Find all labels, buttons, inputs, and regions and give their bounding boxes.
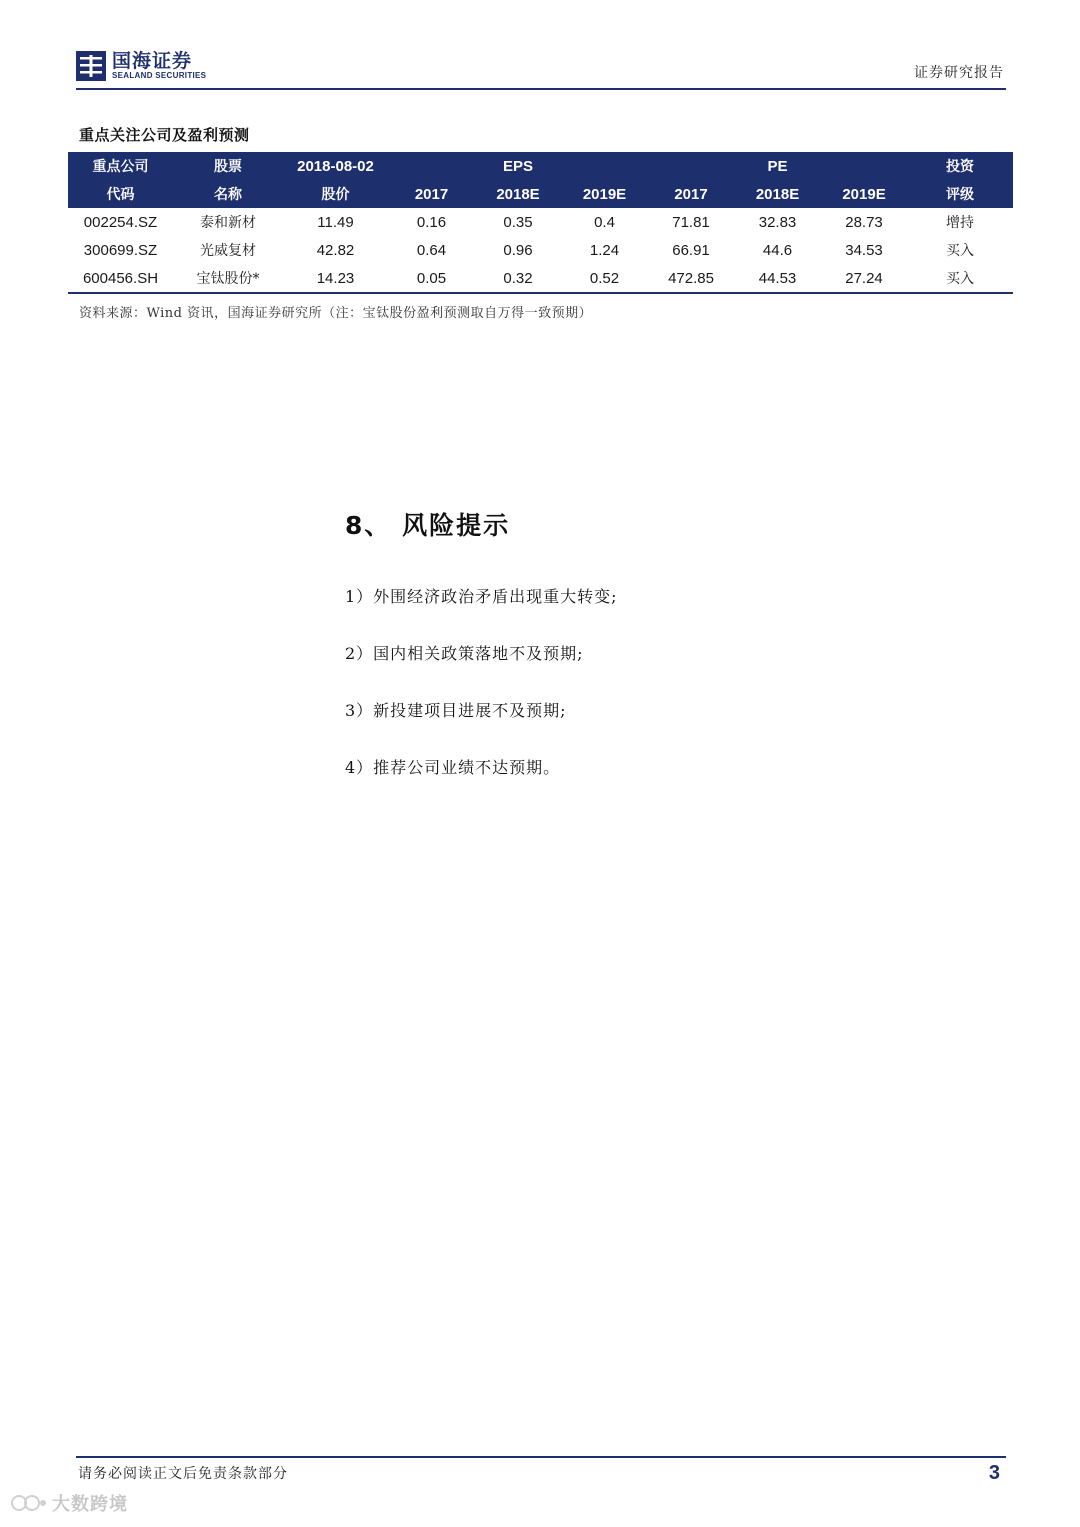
cell-eps-2018e: 0.35 (503, 213, 533, 231)
sealand-logo-icon (76, 51, 106, 81)
cell-eps-2019e: 0.52 (561, 264, 648, 293)
logo-chinese-name: 国海证券 (112, 50, 193, 72)
table-header-row-2 (68, 180, 1013, 208)
cell-pe-2017: 71.81 (672, 213, 710, 231)
watermark-text: 大数跨境 (52, 1494, 128, 1515)
cell-rating: 买入 (946, 243, 975, 259)
header-eps-2018e: 2018E (475, 180, 561, 208)
header-eps-2017: 2017 (388, 180, 475, 208)
earnings-forecast-table (68, 152, 1013, 294)
cell-price: 11.49 (317, 213, 354, 231)
page-footer (76, 1456, 1006, 1488)
header-code: 代码 (68, 180, 173, 208)
watermark (10, 1490, 128, 1516)
cell-price: 14.23 (283, 264, 388, 293)
table-title: 重点关注公司及盈利预测 (79, 126, 250, 144)
cell-pe-2019e: 34.53 (845, 241, 883, 259)
cell-name: 宝钛股份* (173, 264, 283, 293)
header-pe-2019e: 2019E (821, 180, 907, 208)
cell-eps-2019e: 1.24 (589, 241, 620, 259)
section-title: 8、 风险提示 (345, 511, 511, 540)
document-type: 证券研究报告 (914, 65, 1004, 81)
page-number: 3 (988, 1462, 1000, 1484)
cell-pe-2017: 472.85 (648, 264, 734, 293)
cell-eps-2017: 0.16 (416, 213, 447, 231)
risk-item: 2）国内相关政策落地不及预期; (345, 644, 584, 663)
cell-pe-2017: 66.91 (672, 241, 710, 259)
watermark-logo-icon (10, 1492, 48, 1514)
cell-pe-2018e: 44.53 (734, 264, 821, 293)
cell-pe-2018e: 44.6 (762, 241, 793, 259)
logo-english-name: SEALAND SECURITIES (112, 71, 207, 80)
company-logo (76, 48, 206, 84)
cell-price: 42.82 (316, 241, 355, 259)
table-row (68, 208, 1013, 236)
cell-name: 光威复材 (200, 243, 256, 259)
header-pe-2017: 2017 (648, 180, 734, 208)
cell-name: 泰和新材 (200, 215, 256, 231)
cell-pe-2019e: 27.24 (821, 264, 907, 293)
header-pe-2018e: 2018E (734, 180, 821, 208)
page-header (76, 44, 1006, 90)
risk-item: 4）推荐公司业绩不达预期。 (345, 758, 561, 777)
header-name: 名称 (173, 180, 283, 208)
table-row (68, 264, 1013, 293)
header-pe: PE (648, 152, 907, 180)
risk-item: 3）新投建项目进展不及预期; (345, 701, 567, 720)
cell-code: 600456.SH (68, 264, 173, 293)
cell-eps-2018e: 0.32 (475, 264, 561, 293)
header-rating: 评级 (907, 180, 1013, 208)
header-price: 股价 (283, 180, 388, 208)
table-source-note: 资料来源：Wind 资讯，国海证券研究所（注：宝钛股份盈利预测取自万得一致预期） (79, 306, 593, 321)
header-eps-2019e: 2019E (561, 180, 648, 208)
table-header-row-1 (68, 152, 1013, 180)
risk-item: 1）外围经济政治矛盾出现重大转变; (345, 587, 618, 606)
cell-eps-2018e: 0.96 (503, 241, 533, 259)
header-investment: 投资 (907, 152, 1013, 180)
cell-eps-2017: 0.05 (388, 264, 475, 293)
cell-eps-2017: 0.64 (416, 241, 447, 259)
cell-rating: 增持 (946, 215, 975, 231)
footer-disclaimer: 请务必阅读正文后免责条款部分 (78, 1466, 288, 1482)
cell-code: 300699.SZ (83, 241, 158, 259)
cell-pe-2019e: 28.73 (845, 213, 883, 231)
header-stock: 股票 (173, 152, 283, 180)
cell-eps-2019e: 0.4 (594, 213, 615, 231)
header-eps: EPS (388, 152, 648, 180)
cell-code: 002254.SZ (83, 213, 158, 231)
table-row (68, 236, 1013, 264)
cell-rating: 买入 (907, 264, 1013, 293)
header-company-code: 重点公司 (68, 152, 173, 180)
header-price-date: 2018-08-02 (283, 152, 388, 180)
cell-pe-2018e: 32.83 (758, 213, 797, 231)
